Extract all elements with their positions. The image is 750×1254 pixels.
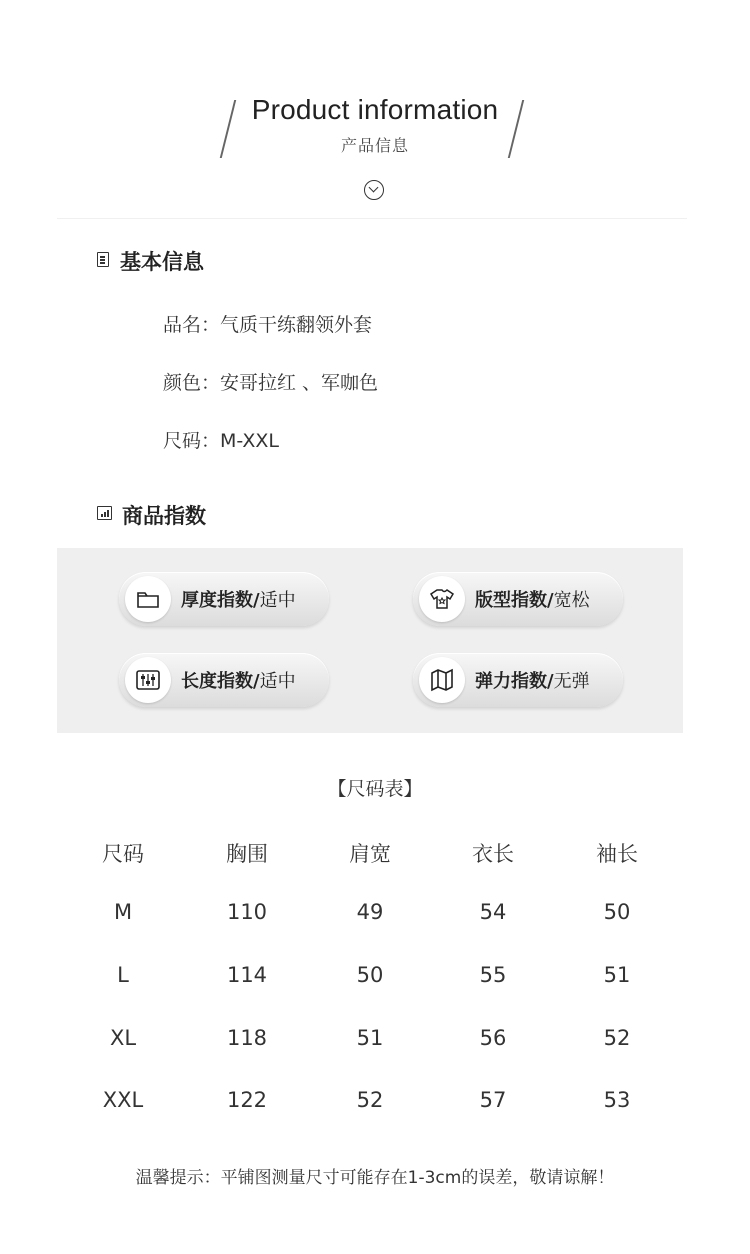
table-cell: 51: [603, 963, 631, 987]
info-row-color: [163, 368, 378, 395]
index-label: 长度指数/适中: [181, 671, 296, 692]
table-cell: 118: [226, 1026, 268, 1050]
table-cell: 55: [479, 963, 507, 987]
table-header-cell: 袖长: [596, 842, 638, 866]
product-index-heading: 商品指数: [122, 504, 206, 528]
table-cell: 50: [356, 963, 384, 987]
note-text: 温馨提示：平铺图测量尺寸可能存在1-3cm的误差，敬请谅解！: [135, 1168, 615, 1188]
table-cell: 52: [603, 1026, 631, 1050]
table-header-cell: 肩宽: [349, 842, 391, 866]
info-label: 尺码：: [163, 430, 221, 452]
size-table-title: 【尺码表】: [327, 778, 423, 800]
document-icon: [97, 252, 109, 267]
tshirt-icon: [419, 576, 465, 622]
table-header-cell: 胸围: [226, 842, 268, 866]
info-value: 气质干练翻领外套: [220, 314, 373, 336]
table-cell: M: [113, 900, 133, 924]
index-pill-elasticity: [413, 653, 623, 707]
table-cell: 49: [356, 900, 384, 924]
table-cell: 52: [356, 1088, 384, 1112]
page-subtitle: 产品信息: [340, 136, 409, 155]
info-label: 颜色：: [163, 372, 221, 394]
index-label: 弹力指数/无弹: [475, 671, 590, 692]
folder-icon: [125, 576, 171, 622]
index-pill-thickness: [119, 572, 329, 626]
table-cell: 114: [226, 963, 268, 987]
table-cell: 54: [479, 900, 507, 924]
divider: [57, 218, 687, 219]
index-label: 厚度指数/适中: [181, 590, 296, 611]
map-fold-icon: [419, 657, 465, 703]
table-cell: 122: [226, 1088, 268, 1112]
index-pill-length: [119, 653, 329, 707]
table-cell: 57: [479, 1088, 507, 1112]
table-header-cell: 衣长: [472, 842, 514, 866]
table-cell: XL: [109, 1026, 137, 1050]
table-cell: 51: [356, 1026, 384, 1050]
table-cell: 110: [226, 900, 268, 924]
table-cell: L: [117, 963, 129, 987]
info-value: 安哥拉红 、军咖色: [220, 372, 379, 394]
page-title: Product information: [251, 94, 499, 125]
sliders-icon: [125, 657, 171, 703]
index-pill-fit: [413, 572, 623, 626]
bar-chart-icon: [97, 506, 112, 520]
basic-info-heading: 基本信息: [120, 250, 204, 274]
info-label: 品名：: [163, 314, 221, 336]
table-cell: 53: [603, 1088, 631, 1112]
table-cell: 50: [603, 900, 631, 924]
info-row-size: [163, 426, 279, 453]
info-value: M-XXL: [220, 430, 279, 452]
info-row-name: [163, 310, 372, 337]
index-label: 版型指数/宽松: [475, 590, 590, 611]
chevron-down-icon[interactable]: [364, 180, 384, 200]
table-header-cell: 尺码: [102, 842, 144, 866]
table-cell: 56: [479, 1026, 507, 1050]
table-cell: XXL: [102, 1088, 144, 1112]
